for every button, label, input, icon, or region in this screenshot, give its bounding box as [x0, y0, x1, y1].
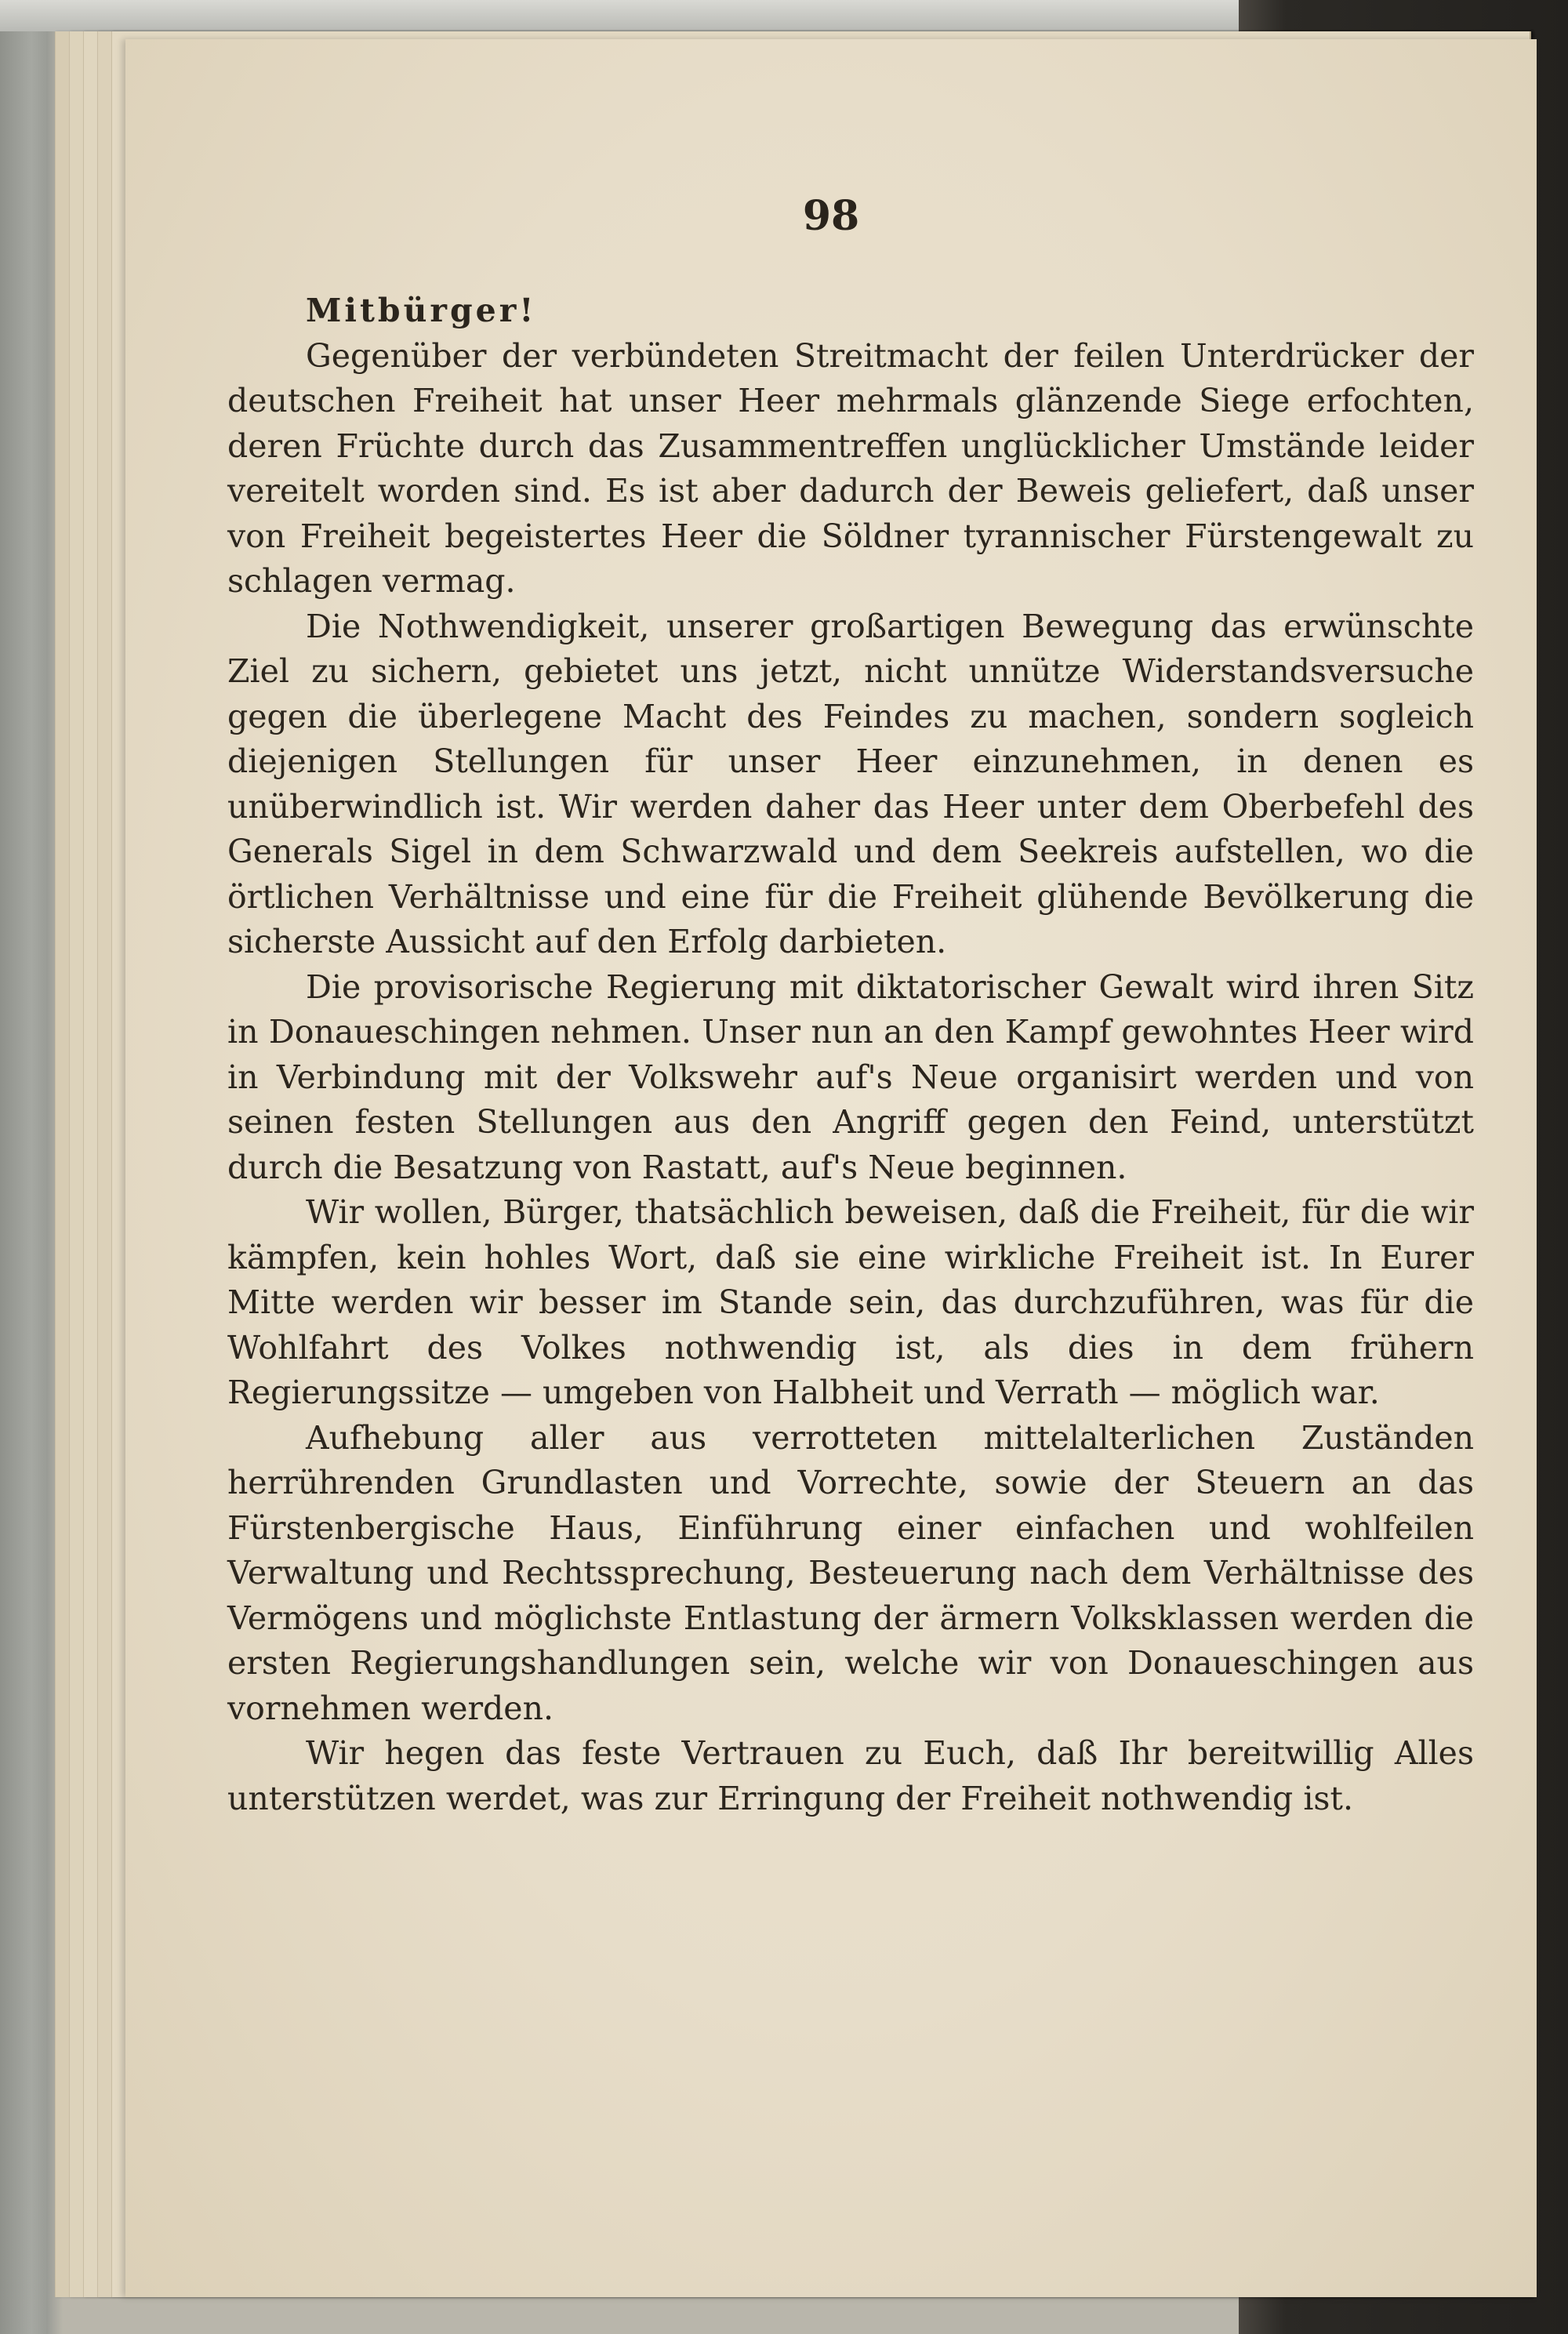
paragraph: Die provisorische Regierung mit diktatorischer Gewalt wird ihren Sitz in Donaueschingen nehmen. Unser nun an den Kampf gewohntes Heer wird in Verbindung mit der Volkswehr auf's Neue organisirt werden und von seinen festen Stellungen aus den Angriff gegen den Feind, unterstützt durch die Besatzung von Rastatt, auf's Neue beginnen.	[227, 967, 1474, 1186]
paragraph: Aufhebung aller aus verrotteten mittelalterlichen Zuständen herrührenden Grundlasten und Vorrechte, sowie der Steuern an das Fürstenbergische Haus, Einführung einer einfachen und wohlfeilen Verwaltung und Rechtssprechung, Besteuerung nach dem Verhältnisse des Vermögens und möglichste Entlastung der ärmern Volksklassen werden die ersten Regierungshandlungen sein, welche wir von Donaueschingen aus vornehmen werden.	[227, 1418, 1474, 1727]
paragraph: Wir hegen das feste Vertrauen zu Euch, daß Ihr bereitwillig Alles unterstützen werdet, was zur Erringung der Freiheit nothwendig ist.	[227, 1734, 1474, 1817]
paragraph: Die Nothwendigkeit, unserer großartigen Bewegung das erwünschte Ziel zu sichern, gebietet uns jetzt, nicht unnütze Widerstandsversuche gegen die überlegene Macht des Feindes zu machen, sondern sogleich diejenigen Stellungen für unser Heer einzunehmen, in denen es unüberwindlich ist. Wir werden daher das Heer unter dem Oberbefehl des Generals Sigel in dem Schwarzwald und dem Seekreis aufstellen, wo die örtlichen Verhältnisse und eine für die Freiheit glühende Bevölkerung die sicherste Aussicht auf den Erfolg darbieten.	[227, 607, 1474, 960]
book-page	[125, 39, 1537, 2297]
page-text	[227, 289, 1474, 1821]
salutation-heading: Mitbürger!	[306, 292, 537, 329]
page-number: 98	[802, 192, 860, 240]
paragraph: Wir wollen, Bürger, thatsächlich beweisen, daß die Freiheit, für die wir kämpfen, kein hohles Wort, daß sie eine wirkliche Freiheit ist. In Eurer Mitte werden wir besser im Stande sein, das durchzuführen, was für die Wohlfahrt des Volkes nothwendig ist, als dies in dem frühern Regierungssitze — umgeben von Halbheit und Verrath — möglich war.	[227, 1193, 1474, 1411]
paragraph: Gegenüber der verbündeten Streitmacht der feilen Unterdrücker der deutschen Freiheit hat unser Heer mehrmals glänzende Siege erfochten, deren Früchte durch das Zusammentreffen unglücklicher Umstände leider vereitelt worden sind. Es ist aber dadurch der Beweis geliefert, daß unser von Freiheit begeistertes Heer die Söldner tyrannischer Fürstengewalt zu schlagen vermag.	[227, 336, 1474, 600]
